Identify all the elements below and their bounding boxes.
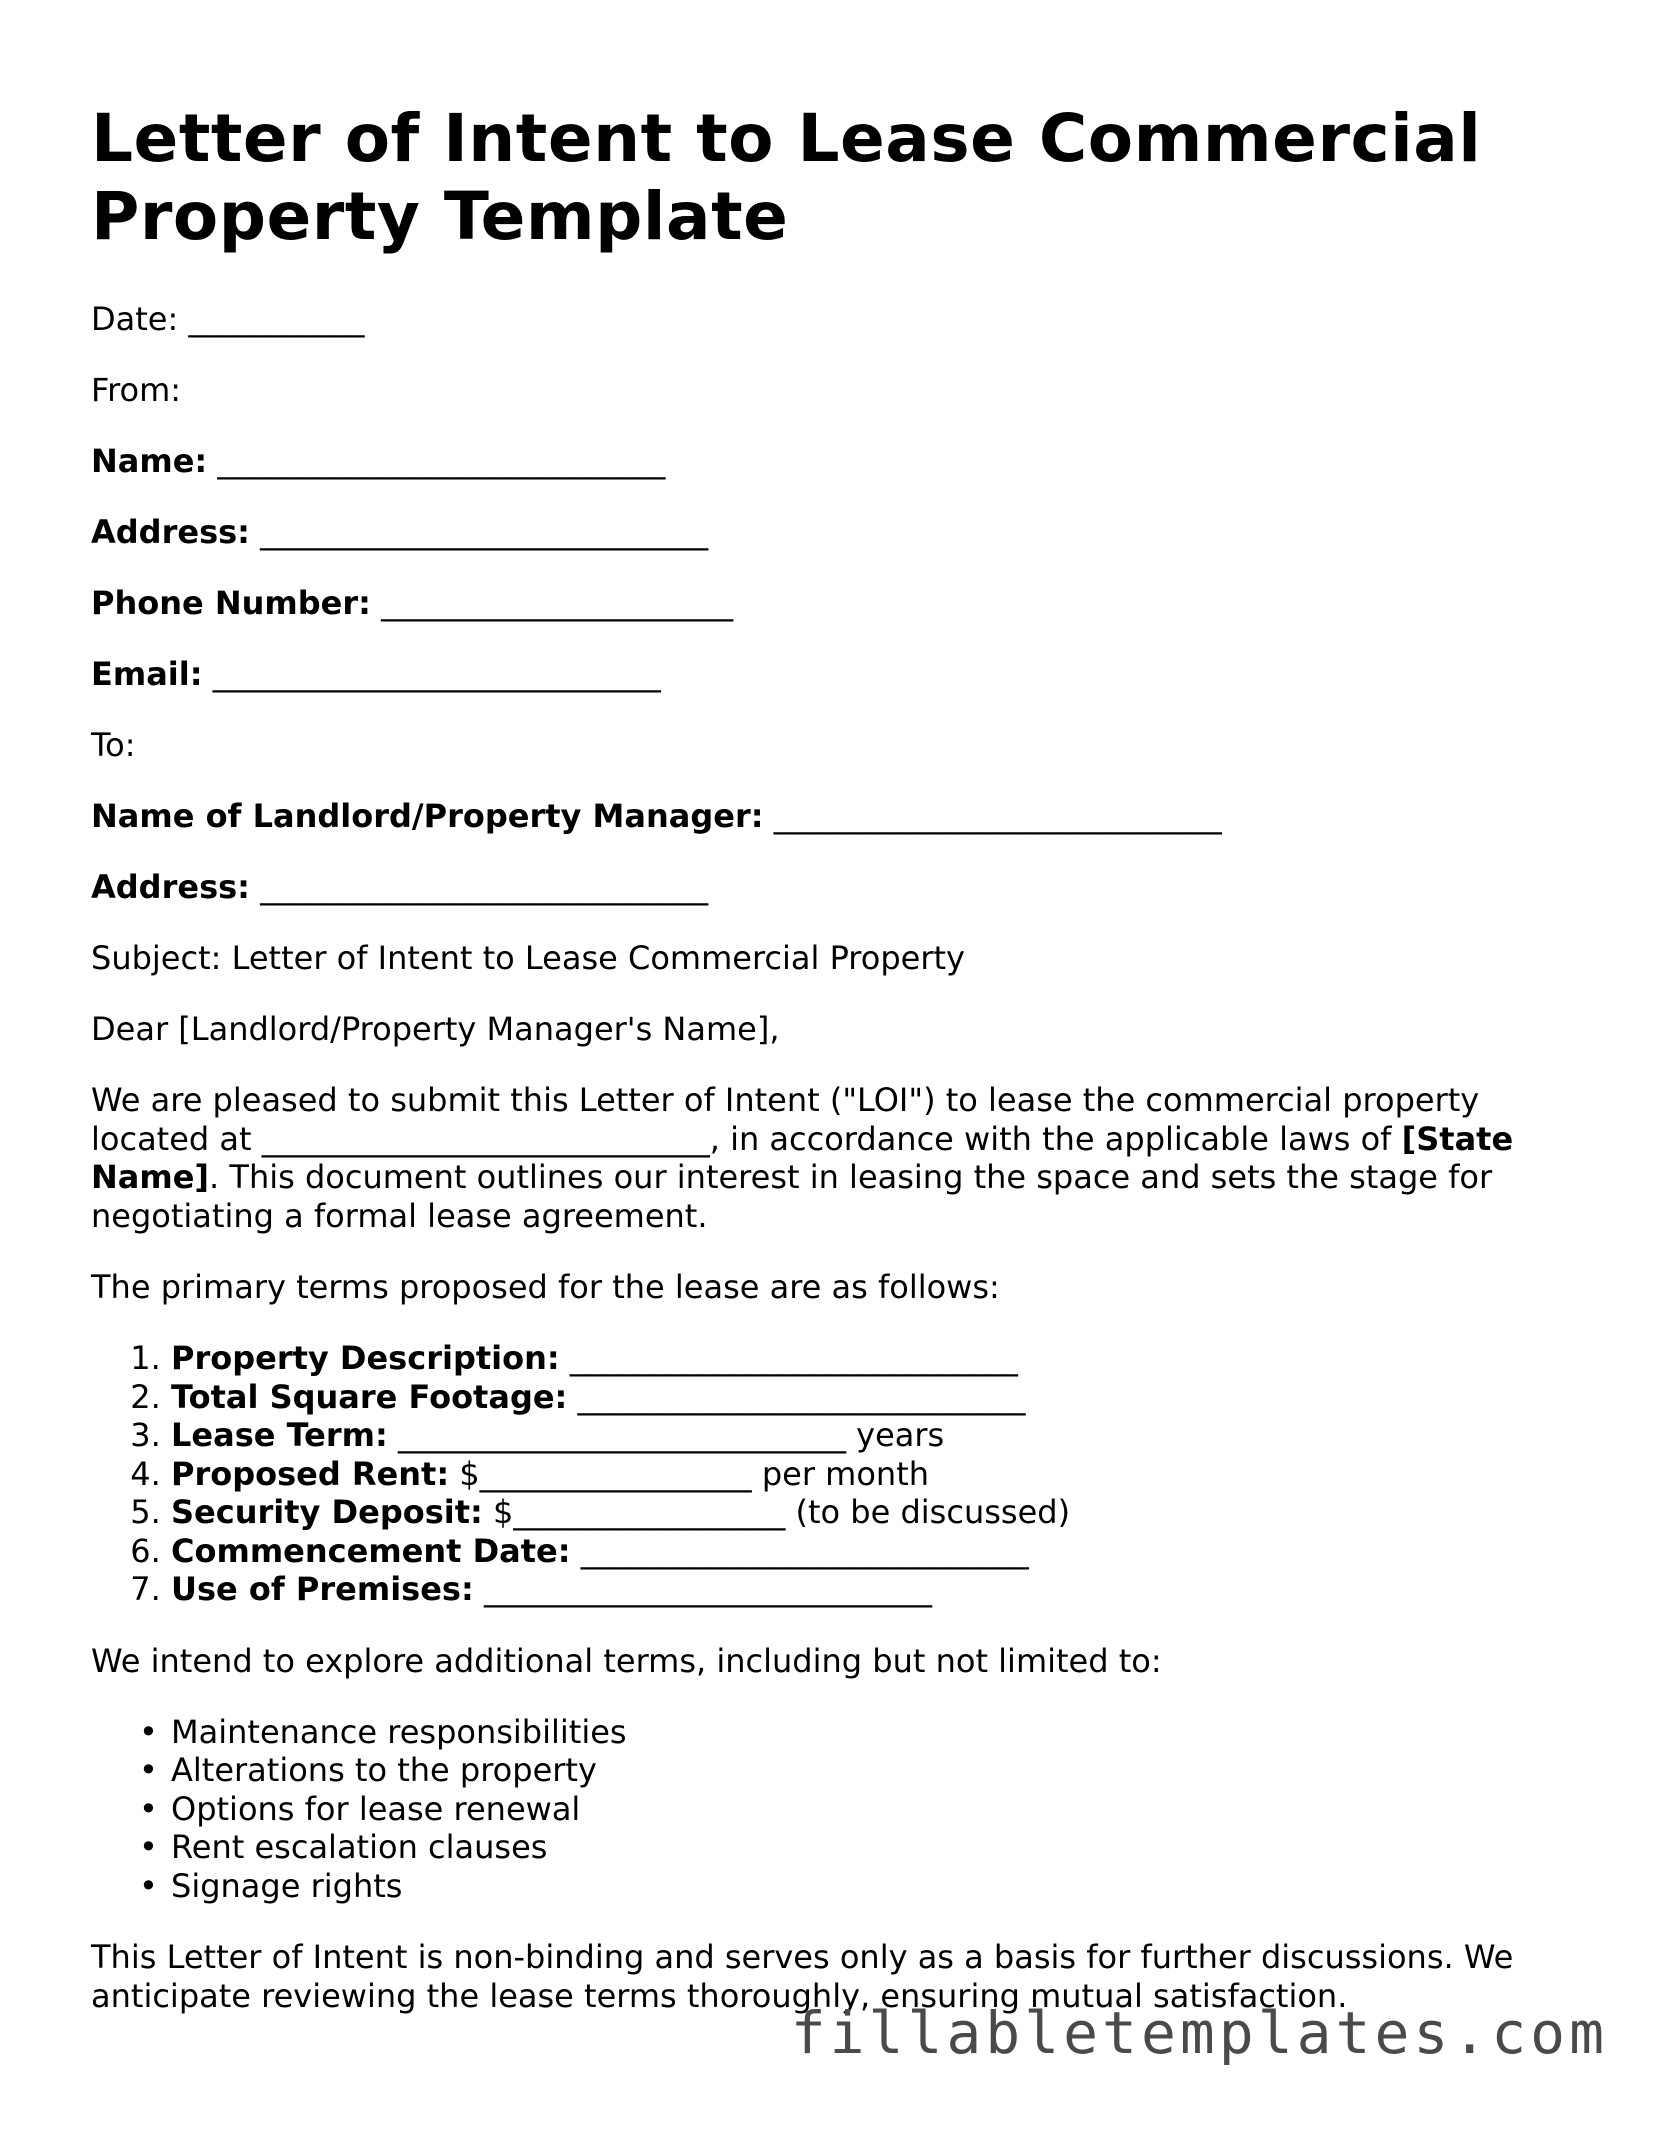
list-item-text: Signage rights xyxy=(171,1866,403,1905)
bullet-icon: • xyxy=(139,1712,158,1751)
field-label: Name: xyxy=(91,442,208,480)
list-item xyxy=(139,1828,1571,1867)
field-blank: ____________________________ xyxy=(763,797,1222,835)
term-item xyxy=(171,1493,1571,1532)
term-item xyxy=(171,1378,1571,1417)
list-item xyxy=(139,1751,1571,1790)
list-item xyxy=(139,1866,1571,1906)
term-blank: ____________________________ xyxy=(570,1531,1029,1570)
term-item xyxy=(171,1532,1571,1571)
state-placeholder: [State Name] xyxy=(91,1119,1514,1196)
salutation: Dear [Landlord/Property Manager's Name], xyxy=(91,1010,780,1048)
bullet-icon: • xyxy=(139,1866,158,1905)
sender-name-field xyxy=(91,442,1571,480)
term-blank: ____________________________ xyxy=(473,1570,932,1608)
list-item xyxy=(139,1712,1571,1752)
term-blank: $_________________ (to be discussed) xyxy=(482,1493,1071,1531)
term-item xyxy=(171,1416,1571,1455)
term-blank: ____________________________ xyxy=(567,1377,1026,1416)
closing-paragraph: This Letter of Intent is non-binding and serves only as a basis for further discussions. We anticipate reviewing the lease terms thoroughly, ensuring mutual satisfaction. xyxy=(91,1938,1514,2015)
date-line: Date: ___________ xyxy=(91,300,365,338)
field-label: Name of Landlord/Property Manager: xyxy=(91,797,764,835)
terms-intro: The primary terms proposed for the lease are as follows: xyxy=(91,1268,1000,1306)
subject-line: Subject: Letter of Intent to Lease Commercial Property xyxy=(91,939,965,977)
landlord-name-field xyxy=(91,797,1571,835)
term-blank: ____________________________ xyxy=(559,1339,1018,1377)
bullet-icon: • xyxy=(139,1789,158,1828)
intro-text-1: We are pleased to submit this Letter of Intent ("LOI") to lease the commercial property located at ____________________________, in accordance with the applicable laws of xyxy=(91,1081,1480,1158)
list-item-text: Maintenance responsibilities xyxy=(171,1712,627,1751)
field-blank: ____________________________ xyxy=(249,513,709,551)
term-label: Proposed Rent: xyxy=(171,1454,450,1493)
term-item xyxy=(171,1455,1571,1494)
field-label: Address: xyxy=(91,513,250,551)
term-label: Commencement Date: xyxy=(171,1531,571,1570)
intro-paragraph xyxy=(91,1081,1571,1235)
term-label: Lease Term: xyxy=(171,1416,388,1454)
field-blank: ______________________ xyxy=(370,584,734,622)
field-blank: ____________________________ xyxy=(202,655,661,693)
from-label: From: xyxy=(91,371,182,409)
bullet-icon: • xyxy=(139,1828,158,1866)
list-item-text: Alterations to the property xyxy=(171,1751,597,1789)
term-item xyxy=(171,1339,1571,1378)
term-label: Total Square Footage: xyxy=(171,1377,568,1416)
term-label: Security Deposit: xyxy=(171,1493,483,1531)
field-blank: ____________________________ xyxy=(207,442,666,480)
bullet-icon: • xyxy=(139,1751,158,1789)
additional-terms-intro: We intend to explore additional terms, including but not limited to: xyxy=(91,1641,1162,1680)
additional-terms-list xyxy=(91,1713,1571,1906)
sender-phone-field xyxy=(91,584,1571,622)
sender-address-field xyxy=(91,513,1571,551)
term-blank: ____________________________ years xyxy=(387,1416,945,1454)
intro-text-2: . This document outlines our interest in leasing the space and sets the stage for negotiating a formal lease agreement. xyxy=(91,1158,1493,1235)
landlord-address-field xyxy=(91,868,1571,906)
list-item xyxy=(139,1789,1571,1829)
term-item xyxy=(171,1570,1571,1609)
term-blank: $_________________ per month xyxy=(449,1454,930,1493)
field-label: Address: xyxy=(91,868,250,906)
to-label: To: xyxy=(91,726,136,764)
sender-email-field xyxy=(91,655,1571,693)
field-label: Email: xyxy=(91,655,203,693)
list-item-text: Options for lease renewal xyxy=(171,1789,581,1828)
document-title: Letter of Intent to Lease Commercial Property Template xyxy=(91,100,1482,255)
field-blank: ____________________________ xyxy=(249,868,709,906)
list-item-text: Rent escalation clauses xyxy=(171,1828,548,1866)
watermark: fillabletemplates.com xyxy=(790,1999,1608,2067)
terms-list xyxy=(91,1339,1571,1609)
term-label: Use of Premises: xyxy=(171,1570,474,1608)
document-page xyxy=(91,100,1571,2048)
term-label: Property Description: xyxy=(171,1339,560,1377)
field-label: Phone Number: xyxy=(91,584,371,622)
